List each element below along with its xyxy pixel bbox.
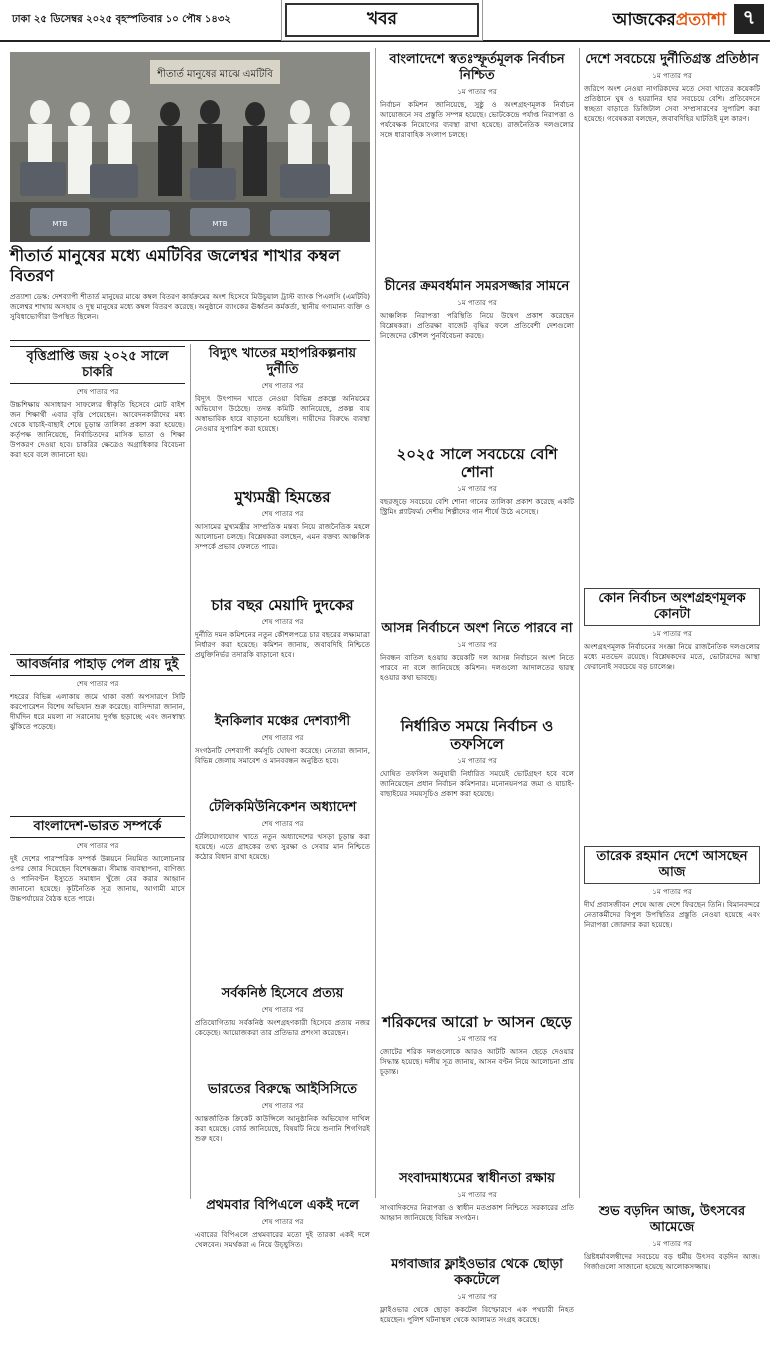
- article-body: নির্বাচন কমিশন জানিয়েছে, সুষ্ঠু ও অংশগ্রহণমূলক নির্বাচন আয়োজনে সব প্রস্তুতি সম্পন্ন হয়েছে। ভোটকেন্দ্রে পর্যাপ্ত নিরাপত্তা ও পর্যবেক্ষক নিয়োগের ব্যবস্থা রাখা হয়েছে। রাজনৈতিক দলগুলোর সঙ্গে ধারাবাহিক সংলাপ চলছে।: [380, 100, 574, 139]
- brand-main: আজকের: [612, 10, 676, 30]
- article-body: ঘোষিত তফসিল অনুযায়ী নির্ধারিত সময়েই ভোটগ্রহণ হবে বলে জানিয়েছেন প্রধান নির্বাচন কমিশনার। মনোনয়নপত্র জমা ও যাচাই-বাছাইয়ের সময়সূচিও প্রকাশ করা হয়েছে।: [380, 769, 574, 798]
- lead-photo: [10, 52, 370, 242]
- column-2: [380, 52, 574, 1324]
- article-body: আসামের মুখ্যমন্ত্রীর সাম্প্রতিক মন্তব্য নিয়ে রাজনৈতিক মহলে আলোচনা চলছে। বিশ্লেষকরা বলছেন, এমন বক্তব্য আঞ্চলিক সম্পর্কে প্রভাব ফেলতে পারে।: [195, 522, 370, 551]
- article-headline: বিদ্যুৎ খাতের মহাপরিকল্পনায় দুর্নীতি: [208, 346, 357, 377]
- article: [380, 279, 574, 441]
- continued-tag: ১ম পাতার পর: [457, 1035, 497, 1043]
- article: [195, 1198, 370, 1300]
- article-body: ফ্লাইওভার থেকে ছোড়া ককটেল বিস্ফোরণে এক পথচারী নিহত হয়েছেন। পুলিশ ঘটনাস্থল থেকে আলামত সংগ্রহ করেছে।: [380, 1305, 574, 1324]
- article-headline: ভারতের বিরুদ্ধে আইসিসিতে: [208, 1082, 357, 1097]
- article-headline: চীনের ক্রমবর্ধমান সমরসজ্জার সামনে: [384, 279, 570, 294]
- continued-tag: শেষ পাতার পর: [261, 382, 304, 390]
- article-body: জোটের শরিক দলগুলোকে আরও আটটি আসন ছেড়ে দেওয়ার সিদ্ধান্ত হয়েছে। দলীয় সূত্র জানায়, আসন বণ্টন নিয়ে আলোচনা প্রায় চূড়ান্ত।: [380, 1047, 574, 1076]
- article-headline: চার বছর মেয়াদি দুদকের: [211, 596, 354, 614]
- continued-tag: শেষ পাতার পর: [261, 820, 304, 828]
- continued-tag: ১ম পাতার পর: [652, 630, 692, 638]
- article: [10, 816, 185, 1234]
- article-headline: কোন নির্বাচন অংশগ্রহণমূলক কোনটা: [584, 588, 760, 626]
- article-headline: নির্ধারিত সময়ে নির্বাচন ও তফসিলে: [400, 717, 554, 753]
- article: [380, 1171, 574, 1253]
- continued-tag: ১ম পাতার পর: [457, 485, 497, 493]
- article: [195, 596, 370, 710]
- column-divider: [579, 48, 580, 1198]
- column-divider: [190, 344, 191, 1199]
- continued-tag: শেষ পাতার পর: [261, 734, 304, 742]
- continued-tag: ১ম পাতার পর: [457, 1191, 497, 1199]
- article-headline: প্রথমবার বিপিএলে একই দলে: [206, 1198, 359, 1213]
- continued-tag: ১ম পাতার পর: [652, 72, 692, 80]
- newspaper-logo: [613, 7, 726, 35]
- article-body: বিদ্যুৎ উৎপাদন খাতে নেওয়া বিভিন্ন প্রকল্পে অনিয়মের অভিযোগ উঠেছে। তদন্ত কমিটি জানিয়েছে, প্রকল্প ব্যয় অস্বাভাবিক হারে বাড়ানো হয়েছিল। দায়ীদের বিরুদ্ধে ব্যবস্থা নেওয়ার সুপারিশ করা হয়েছে।: [195, 394, 370, 433]
- article: [584, 52, 760, 584]
- article-body: দীর্ঘ প্রবাসজীবন শেষে আজ দেশে ফিরছেন তিনি। বিমানবন্দরে নেতাকর্মীদের বিপুল উপস্থিতির প্রস্তুতি নেওয়া হয়েছে এবং নিরাপত্তা জোরদার করা হয়েছে।: [584, 900, 760, 929]
- blanket-distribution-photo: [10, 52, 370, 242]
- article-body: বছরজুড়ে সবচেয়ে বেশি শোনা গানের তালিকা প্রকাশ করেছে একটি স্ট্রিমিং প্ল্যাটফর্ম। দেশীয় শিল্পীদের গান শীর্ষে উঠে এসেছে।: [380, 497, 574, 516]
- article-body: খ্রিষ্টধর্মাবলম্বীদের সবচেয়ে বড় ধর্মীয় উৎসব বড়দিন আজ। গির্জাগুলো সাজানো হয়েছে আলোকসজ্জায়।: [584, 1252, 760, 1271]
- article-body: আন্তর্জাতিক ক্রিকেট কাউন্সিলে আনুষ্ঠানিক অভিযোগ দাখিল করা হয়েছে। বোর্ড জানিয়েছে, বিষয়টি নিয়ে শুনানি শিগগিরই শুরু হবে।: [195, 1114, 370, 1143]
- column-3: [584, 52, 760, 1271]
- article-headline: বাংলাদেশে স্বতঃস্ফূর্তমূলক নির্বাচন নিশ্চিত: [389, 52, 565, 83]
- article: [195, 714, 370, 796]
- column-divider: [375, 48, 376, 1198]
- article: [10, 346, 185, 650]
- article-headline: আসন্ন নির্বাচনে অংশ নিতে পারবে না: [381, 621, 573, 636]
- article: [584, 1204, 760, 1312]
- column-1a: [10, 346, 185, 1198]
- article-headline: শুভ বড়দিন আজ, উৎসবের আমেজে: [598, 1204, 746, 1235]
- continued-tag: শেষ পাতার পর: [76, 842, 119, 850]
- article-headline: ইনকিলাব মঞ্চের দেশব্যাপী: [214, 714, 351, 729]
- continued-tag: ১ম পাতার পর: [457, 757, 497, 765]
- blanket-label: MTB: [212, 220, 228, 228]
- article: [195, 488, 370, 592]
- article-headline: বৃত্তিপ্রাপ্তি জয় ২০২৫ সালে চাকরি: [10, 346, 185, 384]
- article-headline: মুখ্যমন্ত্রী হিমন্তের: [234, 488, 331, 506]
- continued-tag: ১ম পাতার পর: [457, 299, 497, 307]
- continued-tag: শেষ পাতার পর: [261, 1006, 304, 1014]
- article: [195, 986, 370, 1078]
- continued-tag: ১ম পাতার পর: [457, 641, 497, 649]
- article-body: উচ্চশিক্ষায় অসাধারণ সাফল্যের স্বীকৃতি হিসেবে মোট বাইশ জন শিক্ষার্থী এবার বৃত্তি পেয়েছেন। আবেদনকারীদের মধ্য থেকে যাচাই-বাছাই শেষে চূড়ান্ত তালিকা প্রকাশ করা হয়েছে। কর্তৃপক্ষ জানিয়েছে, নির্বাচিতদের মাসিক ভাতা ও শিক্ষা উপকরণ দেওয়া হবে। চাকরির ক্ষেত্রেও অগ্রাধিকার বিবেচনা করা হবে বলে জানানো হয়।: [10, 400, 185, 459]
- photo-banner-text: শীতার্ত মানুষের মাঝে এমটিবি: [157, 69, 273, 80]
- article-body: টেলিযোগাযোগ খাতে নতুন অধ্যাদেশের খসড়া চূড়ান্ত করা হয়েছে। এতে গ্রাহকের তথ্য সুরক্ষা ও সেবার মান নিশ্চিতে কঠোর বিধান রাখা হয়েছে।: [195, 832, 370, 861]
- continued-tag: ১ম পাতার পর: [652, 1240, 692, 1248]
- article-headline: সর্বকনিষ্ঠ হিসেবে প্রত্যয়: [221, 986, 344, 1001]
- article: [380, 52, 574, 275]
- article: [195, 346, 370, 484]
- article: [380, 1257, 574, 1365]
- article-headline: সংবাদমাধ্যমের স্বাধীনতা রক্ষায়: [399, 1171, 555, 1186]
- article-body: সংগঠনটি দেশব্যাপী কর্মসূচি ঘোষণা করেছে। নেতারা জানান, বিভিন্ন জেলায় সমাবেশ ও মানববন্ধন অনুষ্ঠিত হবে।: [195, 746, 370, 765]
- lead-headline: শীতার্ত মানুষের মধ্যে এমটিবির জলেশ্বর শাখার কম্বল বিতরণ: [10, 246, 340, 285]
- article-body: এবারের বিপিএলে প্রথমবারের মতো দুই তারকা একই দলে খেলবেন। সমর্থকরা এ নিয়ে উচ্ছ্বসিত।: [195, 1230, 370, 1249]
- article: [584, 588, 760, 842]
- article: [380, 621, 574, 713]
- article-headline: তারেক রহমান দেশে আসছেন আজ: [584, 846, 760, 884]
- lead-body-block: [10, 292, 370, 336]
- article: [195, 800, 370, 982]
- article-headline: ২০২৫ সালে সবচেয়ে বেশি শোনা: [396, 445, 558, 481]
- article-headline: শরিকদের আরো ৮ আসন ছেড়ে: [382, 1013, 572, 1031]
- dateline: ঢাকা ২৫ ডিসেম্বর ২০২৫ বৃহস্পতিবার ১০ পৌষ ১৪৩২: [12, 14, 231, 25]
- brand-accent: প্রত্যাশা: [675, 10, 726, 30]
- continued-tag: শেষ পাতার পর: [76, 680, 119, 688]
- article-body: অংশগ্রহণমূলক নির্বাচনের সংজ্ঞা নিয়ে রাজনৈতিক দলগুলোর মধ্যে মতভেদ রয়েছে। বিশ্লেষকদের মতে, ভোটারদের আস্থা ফেরানোই সবচেয়ে বড় চ্যালেঞ্জ।: [584, 642, 760, 671]
- article: [380, 717, 574, 1009]
- column-1b: [195, 346, 370, 1249]
- article-headline: টেলিকমিউনিকেশন অধ্যাদেশ: [208, 800, 357, 815]
- continued-tag: শেষ পাতার পর: [76, 388, 119, 396]
- continued-tag: ১ম পাতার পর: [457, 88, 497, 96]
- article-headline: মগবাজার ফ্লাইওভার থেকে ছোড়া ককটেলে: [391, 1257, 563, 1288]
- article-body: দুই দেশের পারস্পরিক সম্পর্ক উন্নয়নে নিয়মিত আলোচনার ওপর জোর দিয়েছেন বিশেষজ্ঞরা। সীমান্ত ব্যবস্থাপনা, বাণিজ্য ও পানিবণ্টন ইস্যুতে সমাধান খুঁজে বের করার আহ্বান জানানো হয়েছে। কূটনৈতিক সূত্র জানায়, আগামী মাসে উচ্চপর্যায়ের বৈঠক হতে পারে।: [10, 854, 185, 903]
- article-headline: আবর্জনার পাহাড় পেল প্রায় দুই: [10, 654, 185, 676]
- article-headline: বাংলাদেশ-ভারত সম্পর্কে: [10, 816, 185, 838]
- continued-tag: শেষ পাতার পর: [261, 618, 304, 626]
- divider: [10, 340, 370, 341]
- article: [380, 445, 574, 617]
- continued-tag: শেষ পাতার পর: [261, 1218, 304, 1226]
- section-title: খবর: [285, 3, 479, 37]
- article: [584, 846, 760, 1200]
- article: [380, 1013, 574, 1167]
- article-headline: দেশে সবচেয়ে দুর্নীতিগ্রস্ত প্রতিষ্ঠান: [585, 52, 759, 67]
- article: [195, 1082, 370, 1194]
- masthead: [0, 0, 770, 42]
- article-body: সাংবাদিকদের নিরাপত্তা ও স্বাধীন মতপ্রকাশ নিশ্চিতে সরকারের প্রতি আহ্বান জানিয়েছে বিভিন্ন সংগঠন।: [380, 1203, 574, 1222]
- continued-tag: শেষ পাতার পর: [261, 1102, 304, 1110]
- article-body: প্রতিযোগিতায় সর্বকনিষ্ঠ অংশগ্রহণকারী হিসেবে প্রত্যয় নজর কেড়েছে। আয়োজকরা তার প্রতিভার প্রশংসা করেছেন।: [195, 1018, 370, 1037]
- continued-tag: শেষ পাতার পর: [261, 510, 304, 518]
- article: [10, 654, 185, 812]
- continued-tag: ১ম পাতার পর: [652, 888, 692, 896]
- blanket-label: MTB: [52, 220, 68, 228]
- article-body: দুর্নীতি দমন কমিশনের নতুন কৌশলপত্রে চার বছরের লক্ষ্যমাত্রা নির্ধারণ করা হয়েছে। কমিশন জানায়, জবাবদিহি নিশ্চিতে প্রযুক্তিনির্ভর তদারকি বাড়ানো হবে।: [195, 630, 370, 659]
- article-body: আঞ্চলিক নিরাপত্তা পরিস্থিতি নিয়ে উদ্বেগ প্রকাশ করেছেন বিশ্লেষকরা। প্রতিরক্ষা বাজেট বৃদ্ধির ফলে প্রতিবেশী দেশগুলো নিজেদের কৌশল পুনর্বিবেচনা করছে।: [380, 311, 574, 340]
- lead-body: প্রত্যাশা ডেস্ক: দেশব্যাপী শীতার্ত মানুষের মাঝে কম্বল বিতরণ কার্যক্রমের অংশ হিসেবে মিউচুয়াল ট্রাস্ট ব্যাংক পিএলসি (এমটিবি) জলেশ্বর শাখায় অসহায় ও দুস্থ মানুষের মধ্যে কম্বল বিতরণ করেছে। অনুষ্ঠানে ব্যাংকের ঊর্ধ্বতন কর্মকর্তা, স্থানীয় গণ্যমান্য ব্যক্তি ও সুবিধাভোগীরা উপস্থিত ছিলেন।: [10, 292, 370, 321]
- page-number: ৭: [734, 4, 764, 34]
- article-body: শহরের বিভিন্ন এলাকায় জমে থাকা বর্জ্য অপসারণে সিটি করপোরেশন বিশেষ অভিযান শুরু করেছে। বাসিন্দারা জানান, দীর্ঘদিন ধরে ময়লা না সরানোয় দুর্গন্ধ ছড়াচ্ছে এবং জনস্বাস্থ্য ঝুঁকিতে পড়েছে।: [10, 692, 185, 731]
- article-body: জরিপে অংশ নেওয়া নাগরিকদের মতে সেবা খাতের কয়েকটি প্রতিষ্ঠানে ঘুষ ও হয়রানির হার সবচেয়ে বেশি। প্রতিবেদনে স্বচ্ছতা বাড়াতে ডিজিটাল সেবা সম্প্রসারণের সুপারিশ করা হয়েছে। গবেষকরা বলছেন, জবাবদিহির ঘাটতিই মূল কারণ।: [584, 84, 760, 123]
- continued-tag: ১ম পাতার পর: [457, 1293, 497, 1301]
- article-body: নিবন্ধন বাতিল হওয়ায় কয়েকটি দল আসন্ন নির্বাচনে অংশ নিতে পারবে না বলে জানিয়েছে কমিশন। দলগুলো আদালতের দ্বারস্থ হওয়ার কথা ভাবছে।: [380, 653, 574, 682]
